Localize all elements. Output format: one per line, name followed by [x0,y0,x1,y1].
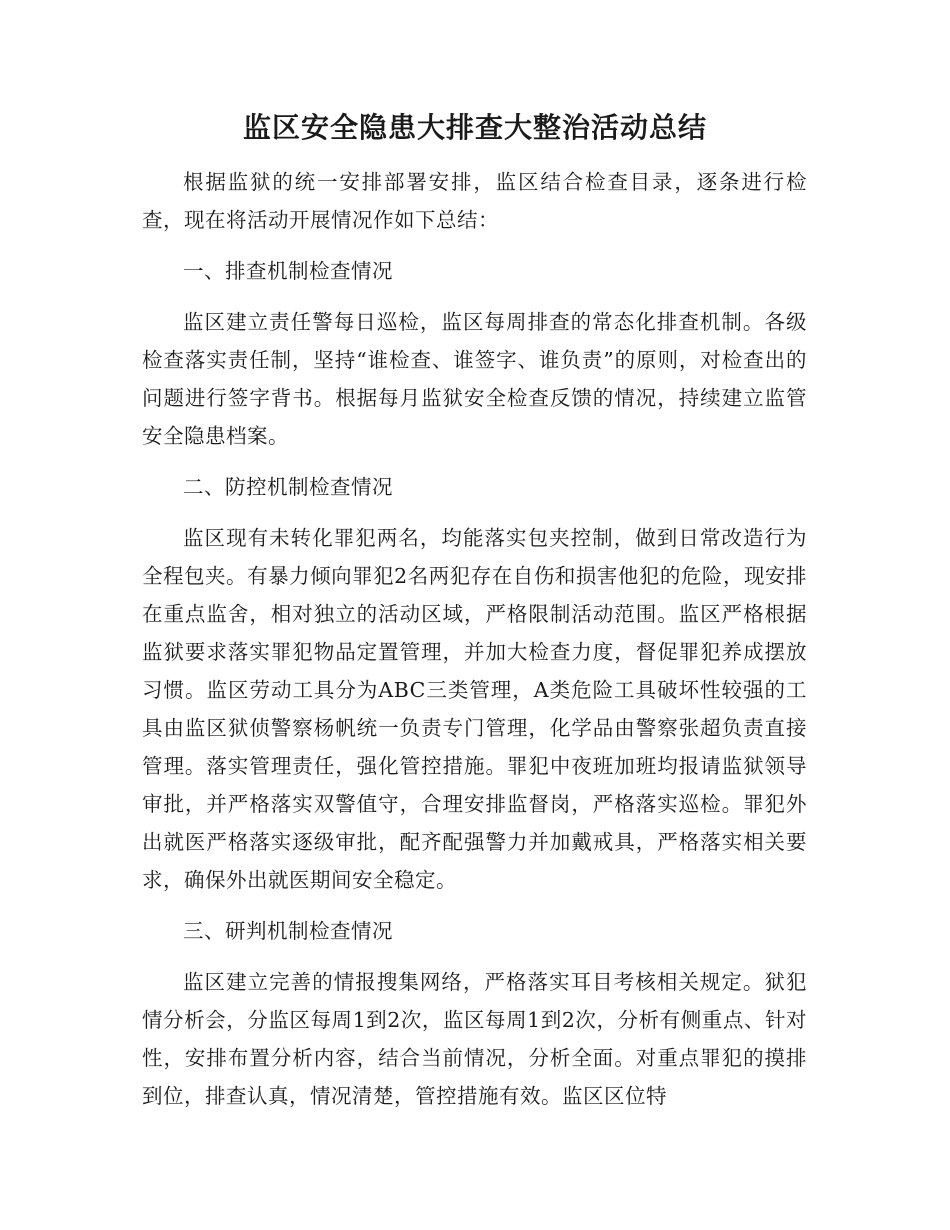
spacer [142,506,807,519]
section-3-heading: 三、研判机制检查情况 [183,919,393,943]
spacer [142,899,807,912]
section-1-heading: 一、排查机制检查情况 [183,259,393,283]
section-2-heading: 二、防控机制检查情况 [183,475,393,499]
spacer [142,950,807,963]
document-title: 监区安全隐患大排查大整治活动总结 [242,111,707,144]
spacer [142,239,807,252]
document-body [142,163,807,1115]
section-2-paragraph: 监区现有未转化罪犯两名，均能落实包夹控制，做到日常改造行为全程包夹。有暴力倾向罪犯2名两犯存在自伤和损害他犯的危险，现安排在重点监舍，相对独立的活动区域，严格限制活动范围。监区严格根据监狱要求落实罪犯物品定置管理，并加大检查力度，督促罪犯养成摆放习惯。监区劳动工具分为ABC三类管理，A类危险工具破坏性较强的工具由监区狱侦警察杨帆统一负责专门管理，化学品由警察张超负责直接管理。落实管理责任，强化管控措施。罪犯中夜班加班均报请监狱领导审批，并严格落实双警值守，合理安排监督岗，严格落实巡检。罪犯外出就医严格落实逐级审批，配齐配强警力并加戴戒具，严格落实相关要求，确保外出就医期间安全稳定。 [142,526,807,892]
section-3-paragraph: 监区建立完善的情报搜集网络，严格落实耳目考核相关规定。狱犯情分析会，分监区每周1到2次，监区每周1到2次，分析有侧重点、针对性，安排布置分析内容，结合当前情况，分析全面。对重点罪犯的摸排到位，排查认真，情况清楚，管控措施有效。监区区位特 [142,970,807,1108]
spacer [142,455,807,468]
spacer [142,290,807,303]
section-1-paragraph: 监区建立责任警每日巡检，监区每周排查的常态化排查机制。各级检查落实责任制，坚持“谁检查、谁签字、谁负责”的原则，对检查出的问题进行签字背书。根据每月监狱安全检查反馈的情况，持续建立监管安全隐患档案。 [142,310,807,448]
intro-paragraph: 根据监狱的统一安排部署安排，监区结合检查目录，逐条进行检查，现在将活动开展情况作如下总结： [142,170,807,232]
